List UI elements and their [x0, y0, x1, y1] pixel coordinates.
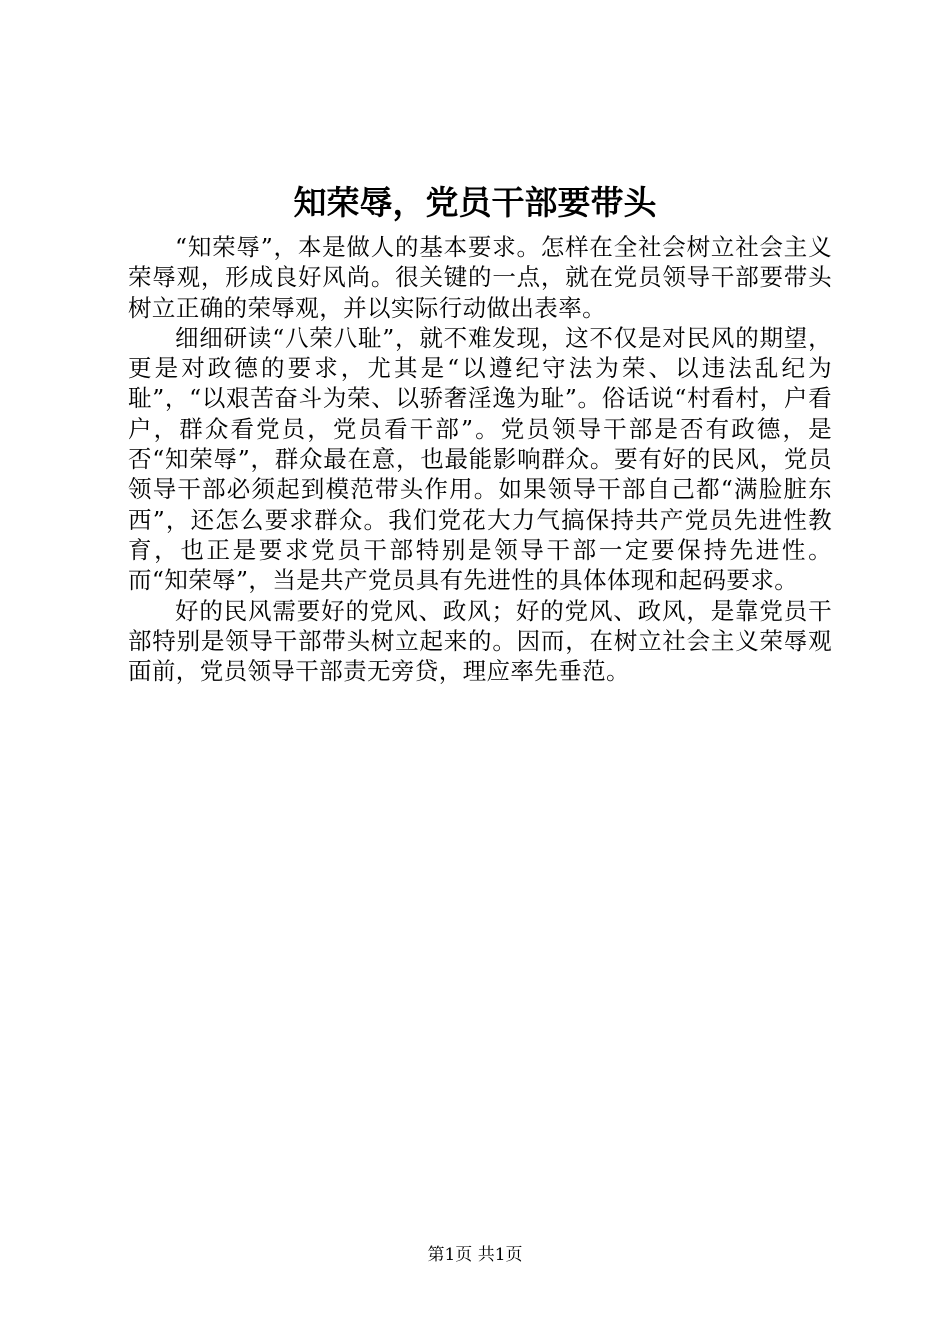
paragraph-3: 好的民风需要好的党风、政风；好的党风、政风，是靠党员干部特别是领导干部带头树立起来的。因而，在树立社会主义荣辱观面前，党员领导干部责无旁贷，理应率先垂范。 — [128, 596, 832, 686]
page-number-footer: 第1页 共1页 — [427, 1245, 523, 1265]
paragraph-1: “知荣辱”，本是做人的基本要求。怎样在全社会树立社会主义荣辱观，形成良好风尚。很关键的一点，就在党员领导干部要带头树立正确的荣辱观，并以实际行动做出表率。 — [128, 233, 832, 322]
document-body — [128, 232, 832, 686]
paragraph-2: 细细研读“八荣八耻”，就不难发现，这不仅是对民风的期望，更是对政德的要求，尤其是“以遵纪守法为荣、以违法乱纪为耻”，“以艰苦奋斗为荣、以骄奢淫逸为耻”。俗话说“村看村，户看户，群众看党员，党员看干部”。党员领导干部是否有政德，是否“知荣辱”，群众最在意，也最能影响群众。要有好的民风，党员领导干部必须起到模范带头作用。如果领导干部自己都“满脸脏东西”，还怎么要求群众。我们党花大力气搞保持共产党员先进性教育，也正是要求党员干部特别是领导干部一定要保持先进性。而“知荣辱”，当是共产党员具有先进性的具体体现和起码要求。 — [128, 323, 832, 595]
document-title: 知荣辱，党员干部要带头 — [293, 183, 657, 222]
